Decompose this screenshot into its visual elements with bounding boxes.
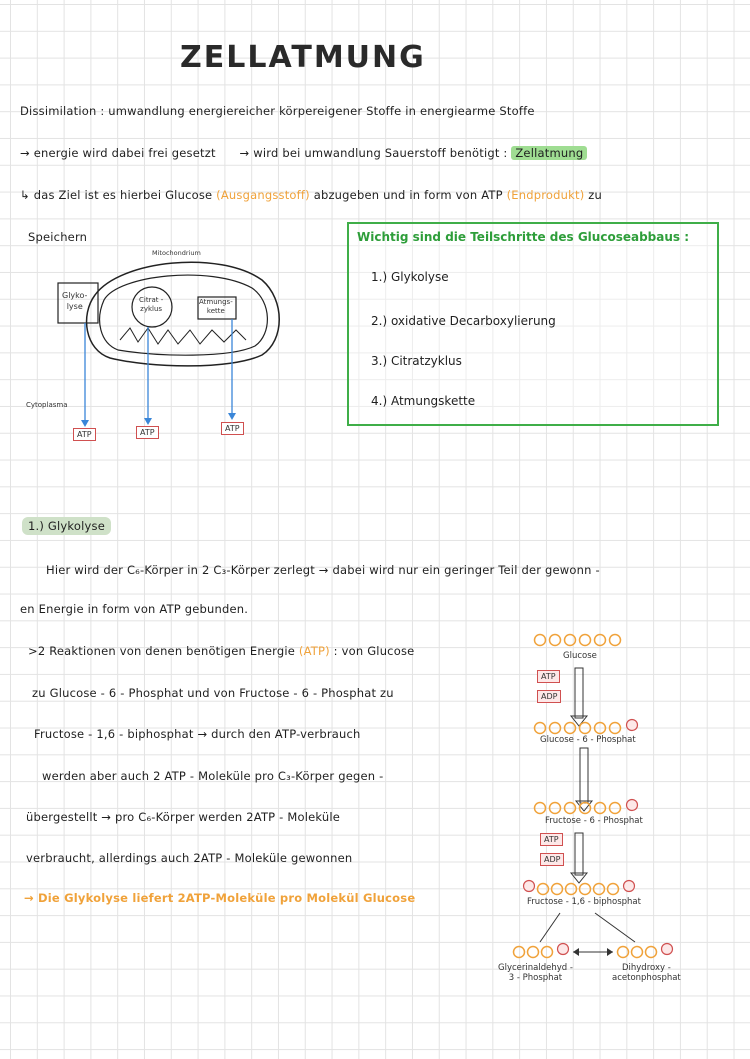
glycolysis-pathway	[495, 628, 725, 998]
section1-p2-line5: übergestellt → pro C₆-Körper werden 2ATP - Moleküle	[26, 810, 341, 824]
mitochondrion-inner	[100, 275, 268, 355]
step-item-4: 4.) Atmungskette	[371, 394, 476, 408]
f16bp-label: Fructose - 1,6 - biphosphat	[527, 897, 641, 907]
phosphate-icon	[627, 720, 638, 731]
steps-heading: Wichtig sind die Teilschritte des Glucoseabbaus :	[357, 230, 690, 244]
phosphate-icon	[558, 944, 569, 955]
step-item-3: 3.) Citratzyklus	[371, 354, 462, 368]
phosphate-icon	[624, 881, 635, 892]
step-item-2: 2.) oxidative Decarboxylierung	[371, 314, 556, 328]
phosphate-icon	[627, 800, 638, 811]
intro-line-3: ↳ das Ziel ist es hierbei Glucose (Ausgangsstoff) abzugeben und in form von ATP (Endprodukt) zu	[20, 188, 602, 202]
adp-output-1: ADP	[537, 690, 561, 703]
atp-input-1: ATP	[537, 670, 560, 683]
section1-conclusion: → Die Glykolyse liefert 2ATP-Moleküle pro Molekül Glucose	[24, 891, 416, 905]
section1-p1-line2: en Energie in form von ATP gebunden.	[20, 602, 249, 616]
section1-p2-line1: >2 Reaktionen von denen benötigen Energie (ATP) : von Glucose	[28, 644, 415, 658]
phosphate-icon	[524, 881, 535, 892]
step-item-1: 1.) Glykolyse	[371, 270, 449, 284]
adp-output-2: ADP	[540, 853, 564, 866]
intro-line-4: Speichern	[28, 230, 88, 244]
mitochondrium-label: Mitochondrium	[152, 249, 201, 257]
cristae	[120, 328, 246, 344]
section1-p2-line2: zu Glucose - 6 - Phosphat und von Fructose - 6 - Phosphat zu	[32, 686, 394, 700]
glucose-label: Glucose	[563, 651, 597, 661]
section1-p1-line1: Hier wird der C₆-Körper in 2 C₃-Körper zerlegt → dabei wird nur ein geringer Teil der gewonn -	[46, 563, 600, 577]
glykolyse-label: Glyko- lyse	[62, 291, 88, 311]
mitochondrion-outer	[87, 262, 280, 366]
section-heading-glykolyse: 1.) Glykolyse	[22, 517, 111, 535]
section1-p2-line3: Fructose - 1,6 - biphosphat → durch den ATP-verbrauch	[34, 727, 361, 741]
steps-box	[347, 222, 719, 426]
g6p-label: Glucose - 6 - Phosphat	[540, 735, 636, 745]
section1-p2-line6: verbraucht, allerdings auch 2ATP - Moleküle gewonnen	[26, 851, 353, 865]
gap-label: Glycerinaldehyd - 3 - Phosphat	[498, 963, 573, 983]
page-title: ZELLATMUNG	[180, 40, 426, 75]
atp-box-2: ATP	[136, 426, 159, 439]
cytoplasma-label: Cytoplasma	[26, 401, 68, 409]
intro-line-2: → energie wird dabei frei gesetzt → wird bei umwandlung Sauerstoff benötigt : Zellatmung	[20, 146, 587, 160]
zellatmung-highlight: Zellatmung	[511, 146, 587, 160]
atp-input-2: ATP	[540, 833, 563, 846]
arrow-down-icon	[228, 413, 236, 420]
arrow-down-icon	[81, 420, 89, 427]
f6p-label: Fructose - 6 - Phosphat	[545, 816, 643, 826]
atp-box-1: ATP	[73, 428, 96, 441]
cell-diagram	[0, 240, 340, 450]
citrat-label: Citrat - zyklus	[139, 296, 164, 313]
intro-line-1: Dissimilation : umwandlung energiereicher körpereigener Stoffe in energiearme Stoffe	[20, 104, 535, 118]
dhap-label: Dihydroxy - acetonphosphat	[612, 963, 681, 983]
section1-p2-line4: werden aber auch 2 ATP - Moleküle pro C₃-Körper gegen -	[42, 769, 384, 783]
phosphate-icon	[662, 944, 673, 955]
arrow-down-icon	[144, 418, 152, 425]
atmungskette-label: Atmungs- kette	[199, 298, 233, 315]
atp-box-3: ATP	[221, 422, 244, 435]
